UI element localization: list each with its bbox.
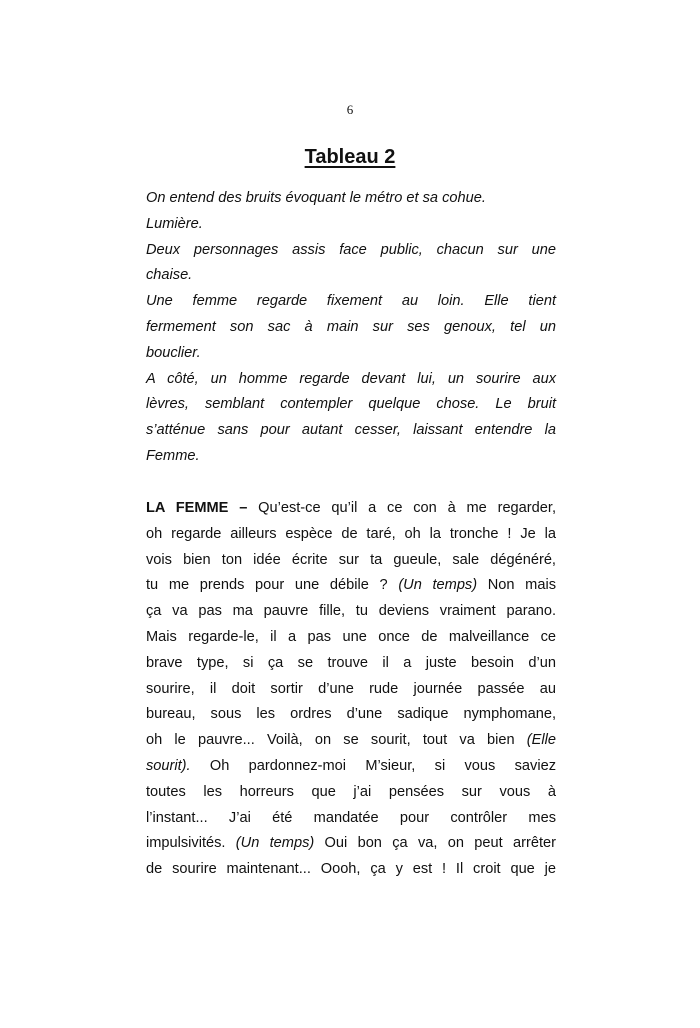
italic-text: sourit). [146, 757, 191, 774]
italic-text: (Un temps) [235, 835, 315, 852]
stage-direction-line [146, 186, 556, 212]
text: de sourire maintenant... Oooh, ça y est ! Il croit que je [146, 861, 556, 878]
dialogue-line [146, 728, 556, 754]
stage-direction-line [146, 315, 556, 341]
italic-text: (Elle [526, 732, 556, 749]
dialogue-line [146, 625, 556, 651]
text: sourire, il doit sortir d’une rude journée passée au [146, 680, 556, 697]
stage-direction-line [146, 289, 556, 315]
dialogue-line [146, 754, 556, 780]
speaker-name: LA FEMME – [146, 500, 259, 516]
stage-direction-line [146, 392, 556, 418]
italic-text: Femme. [146, 447, 200, 464]
text: bureau, sous les ordres d’une sadique nymphomane, [146, 706, 556, 723]
text: ça va pas ma pauvre fille, tu deviens vraiment parano. [146, 603, 556, 620]
stage-direction-line [146, 418, 556, 444]
text: Oh pardonnez-moi M’sieur, si vous saviez [190, 757, 556, 774]
italic-text: fermement son sac à main sur ses genoux, tel un [146, 318, 556, 335]
stage-direction-line [146, 341, 556, 367]
text: Qu’est-ce qu’il a ce con à me regarder, [258, 500, 556, 516]
dialogue-line [146, 522, 556, 548]
stage-direction-line [146, 444, 556, 470]
italic-text: lèvres, semblant contempler quelque chose. Le bruit [146, 396, 556, 413]
dialogue-line [146, 857, 556, 883]
italic-text: Lumière. [146, 215, 203, 232]
text: brave type, si ça se trouve il a juste besoin d’un [146, 654, 556, 671]
text: toutes les horreurs que j’ai pensées sur vous à [146, 783, 556, 800]
italic-text: Deux personnages assis face public, chacun sur une [146, 241, 556, 258]
dialogue-line [146, 677, 556, 703]
italic-text: s’atténue sans pour autant cesser, laissant entendre la [146, 422, 556, 439]
italic-text: A côté, un homme regarde devant lui, un sourire aux [146, 370, 556, 387]
stage-direction-line [146, 367, 556, 393]
italic-text: Une femme regarde fixement au loin. Elle tient [146, 293, 556, 310]
text: Oui bon ça va, on peut arrêter [314, 835, 556, 852]
dialogue-line [146, 806, 556, 832]
dialogue-line [146, 573, 556, 599]
dialogue-line [146, 702, 556, 728]
dialogue-la-femme [146, 496, 556, 883]
text: Non mais [477, 577, 556, 594]
text: oh le pauvre... Voilà, on se sourit, tout va bien [146, 732, 527, 749]
text: oh regarde ailleurs espèce de taré, oh la tronche ! Je la [146, 525, 556, 542]
text: l’instant... J’ai été mandatée pour contrôler mes [146, 809, 556, 826]
text: Mais regarde-le, il a pas une once de malveillance ce [146, 628, 556, 645]
italic-text: (Un temps) [398, 577, 478, 594]
dialogue-line [146, 651, 556, 677]
dialogue-line [146, 831, 556, 857]
dialogue-line [146, 599, 556, 625]
text: impulsivités. [146, 835, 236, 852]
page-number: 6 [346, 102, 354, 117]
italic-text: bouclier. [146, 344, 201, 361]
text: vois bien ton idée écrite sur ta gueule, sale dégénéré, [146, 551, 556, 568]
scene-title: Tableau 2 [304, 146, 396, 168]
stage-direction-line [146, 212, 556, 238]
text: tu me prends pour une débile ? [146, 577, 399, 594]
stage-directions [146, 186, 556, 470]
stage-direction-line [146, 238, 556, 264]
dialogue-line [146, 780, 556, 806]
dialogue-line [146, 548, 556, 574]
dialogue-line [146, 496, 556, 522]
italic-text: On entend des bruits évoquant le métro et sa cohue. [146, 190, 486, 206]
italic-text: chaise. [146, 267, 193, 284]
stage-direction-line [146, 263, 556, 289]
